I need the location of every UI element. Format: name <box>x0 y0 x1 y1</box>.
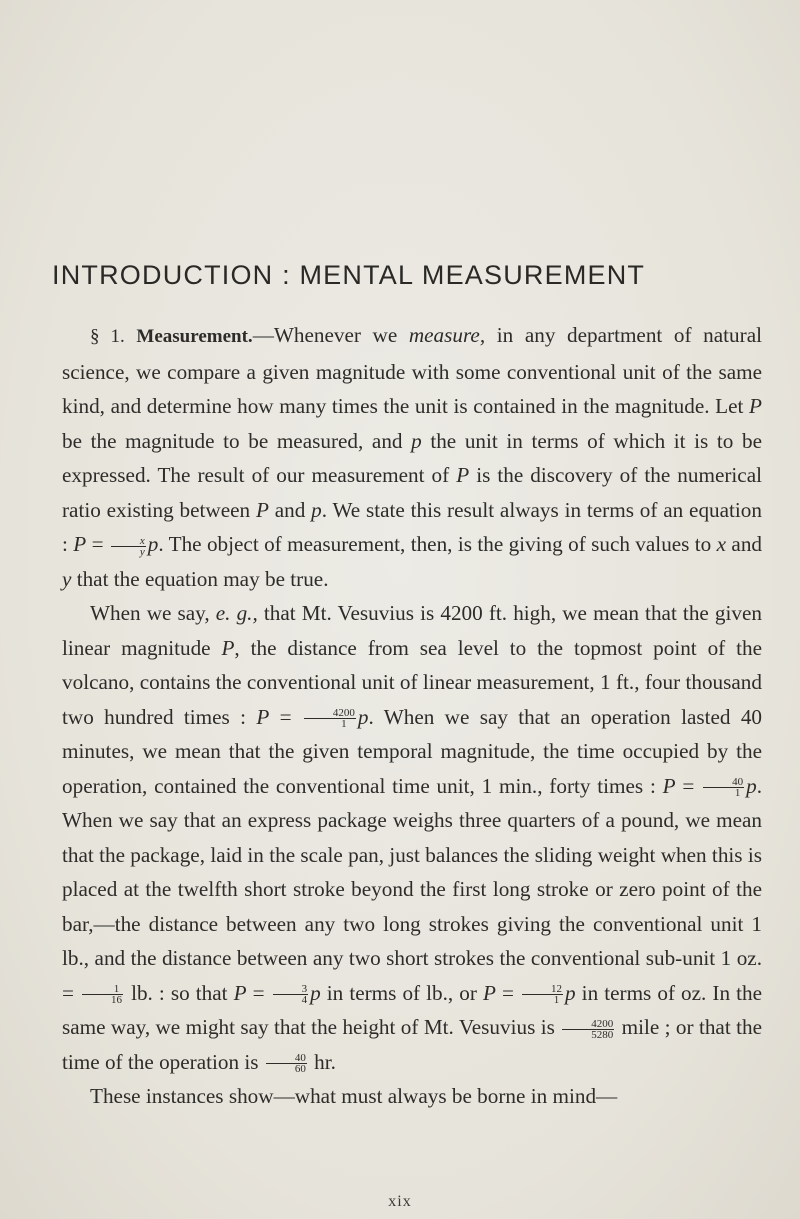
chapter-heading: INTRODUCTION : MENTAL MEASUREMENT <box>52 260 646 290</box>
var-P: P <box>256 704 270 729</box>
text-run: lb. : so that <box>125 980 234 1005</box>
body-text <box>62 318 762 1114</box>
text-run: in any department of natural science, we compare a given magnitude with some conventional unit of the same kind, and determine how many times the unit is contained in the magnitude. Let <box>62 323 762 418</box>
text-run: . The object of measurement, then, is the giving of such values to <box>158 532 717 556</box>
fraction-1-16 <box>82 984 123 1005</box>
var-P: P <box>749 394 762 418</box>
text-run: and <box>726 532 763 556</box>
text-run: . We state this result always in terms of an equation : <box>62 497 762 556</box>
fraction-40 <box>703 777 744 798</box>
text-run: hr. <box>308 1049 336 1074</box>
frac-num: 4200 <box>562 1019 614 1030</box>
section-title: Measurement. <box>136 326 253 347</box>
frac-num: 3 <box>273 984 309 995</box>
paragraph-2 <box>62 596 762 1079</box>
text-run: in terms of lb., or <box>320 980 483 1005</box>
var-P: P <box>233 980 247 1005</box>
text-run: . When we say that an express package weighs three quarters of a pound, we mean that the package, laid in the scale pan, just balances the sliding weight when this is placed at the twelfth short stroke beyond the first long stroke or zero point of the bar,—the distance between any two long strokes giving the conventional unit 1 lb., and the distance between any two short strokes the conventional sub-unit 1 oz. = <box>62 773 762 1005</box>
var-P: P <box>221 635 235 660</box>
frac-num: 1 <box>82 984 123 995</box>
emphasis-measure: measure, <box>408 323 486 347</box>
page-number: xix <box>388 1193 412 1210</box>
var-P: P <box>483 980 496 1005</box>
text-run: that the equation may be true. <box>71 566 329 591</box>
text-run: , the distance from sea level to the topmost point of the volcano, contains the conventional unit of linear measurement, 1 ft., four thousand two hundred times : <box>62 635 763 729</box>
frac-num: x <box>111 536 146 547</box>
var-P: P <box>456 463 470 487</box>
equals: = <box>246 980 271 1005</box>
fraction-3-4 <box>273 984 309 1005</box>
fraction-12-1 <box>522 984 563 1005</box>
var-p: p <box>147 532 159 556</box>
var-P: P <box>255 497 269 522</box>
frac-den: 1 <box>341 718 347 731</box>
var-p: p <box>310 980 321 1005</box>
var-p: p <box>357 704 369 729</box>
frac-den: 1 <box>553 994 560 1007</box>
var-P: P <box>73 532 87 556</box>
frac-num: 40 <box>266 1053 307 1064</box>
text-run: that Mt. Vesuvius is 4200 ft. high, we mean that the given linear magnitude <box>62 601 762 660</box>
equals: = <box>675 773 702 798</box>
var-x: x <box>716 532 727 556</box>
frac-num: 12 <box>522 984 563 995</box>
paragraph-3: These instances show—what must always be borne in mind— <box>90 1084 618 1108</box>
frac-num: 4200 <box>304 708 356 719</box>
text-run: is the discovery of the numerical ratio existing between <box>62 463 762 522</box>
frac-den: 1 <box>734 787 741 800</box>
text-run: —Whenever we <box>252 323 409 347</box>
text-run: be the magnitude to be measured, and <box>62 428 412 453</box>
text-run: mile ; or that the time of the operation is <box>62 1015 762 1074</box>
frac-num: 40 <box>703 777 744 788</box>
section-number: § 1. <box>90 326 125 347</box>
paragraph-1 <box>62 318 762 596</box>
var-y: y <box>62 566 72 591</box>
text-run: in terms of oz. In the same way, we might say that the height of Mt. Vesuvius is <box>62 980 763 1039</box>
var-p: p <box>746 773 757 798</box>
var-p: p <box>411 428 422 453</box>
frac-den: 16 <box>111 994 123 1007</box>
var-P: P <box>662 773 676 798</box>
fraction-4200-5280 <box>562 1019 614 1040</box>
frac-den: 5280 <box>591 1028 614 1041</box>
frac-den: 4 <box>301 994 308 1007</box>
text-run: When we say, <box>90 601 216 625</box>
equals: = <box>269 704 302 729</box>
equals: = <box>86 532 109 556</box>
emphasis-eg: e. g., <box>215 601 258 625</box>
fraction-x-over-y <box>111 536 146 557</box>
fraction-4200 <box>304 708 356 729</box>
frac-den: y <box>139 545 145 558</box>
text-run: . When we say that an operation lasted 40 minutes, we mean that the given temporal magnitude, the time occupied by the operation, contained the conventional time unit, 1 min., forty times : <box>62 704 763 798</box>
var-p: p <box>311 497 322 522</box>
text-run: the unit in terms of which it is to be expressed. The result of our measurement of <box>62 428 762 487</box>
text-run: and <box>268 497 312 522</box>
fraction-40-60 <box>266 1053 307 1074</box>
frac-den: 60 <box>294 1063 306 1076</box>
var-p: p <box>565 980 576 1005</box>
equals: = <box>495 980 521 1005</box>
